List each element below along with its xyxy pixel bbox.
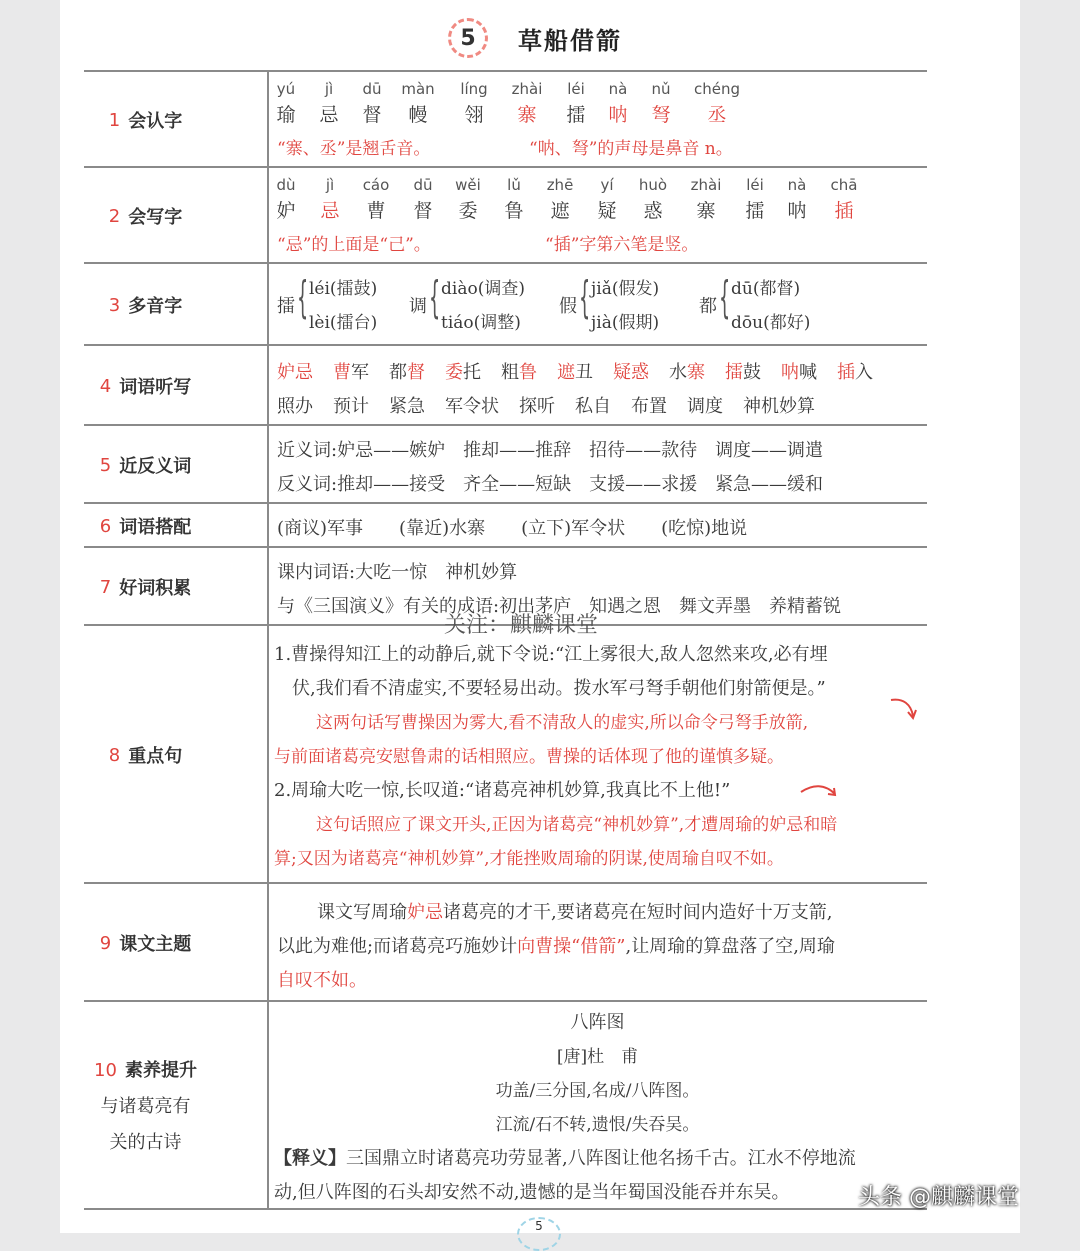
note: “忌”的上面是“己”。 <box>277 235 431 255</box>
lesson-header <box>448 16 622 60</box>
pronunciation: léi(擂鼓) <box>309 279 378 299</box>
row-title: 词语搭配 <box>119 517 192 538</box>
lesson-title: 草船借箭 <box>518 26 622 55</box>
row-label <box>84 346 207 426</box>
dictation-word: 预计 <box>333 396 369 417</box>
dictation-word: 疑惑 <box>613 362 649 383</box>
row-label <box>84 426 207 504</box>
annotation: 这两句话写曹操因为雾大,看不清敌人的虚实,所以命令弓弩手放箭, <box>316 713 809 733</box>
character: 呐 <box>608 104 628 126</box>
poem-line: 功盖/三分国,名成/八阵图。 <box>495 1081 700 1101</box>
dictation-word: 曹军 <box>333 362 369 383</box>
polyphone-char: 擂 <box>277 296 295 317</box>
note: “呐、弩”的声母是鼻音 n。 <box>529 139 733 159</box>
brand-watermark: 头条 @麒麟课堂 <box>858 1185 1019 1210</box>
dictation-word: 呐喊 <box>781 362 817 383</box>
pinyin: jì <box>324 80 334 98</box>
row-poem <box>84 1000 927 1210</box>
pronunciation: dū(都督) <box>731 279 801 299</box>
character: 督 <box>413 200 433 222</box>
pinyin: zhài <box>511 80 543 98</box>
polyphone-char: 假 <box>559 296 577 317</box>
brace-icon: { <box>579 272 591 323</box>
pinyin: léi <box>567 80 585 98</box>
character: 插 <box>834 200 854 222</box>
row-content <box>277 346 921 426</box>
page-number: 5 <box>517 1217 561 1251</box>
row-number: 6 <box>99 515 112 537</box>
row-subtitle: 关的古诗 <box>109 1132 182 1153</box>
theme-line: 课文写周瑜妒忌诸葛亮的才干,要诸葛亮在短时间内造好十万支箭, <box>317 902 833 923</box>
brace-icon: { <box>429 272 441 323</box>
pinyin: líng <box>460 80 488 98</box>
pinyin: dū <box>413 176 433 194</box>
row-number: 1 <box>108 109 121 131</box>
row-title: 词语听写 <box>119 377 192 398</box>
brace-icon: { <box>297 272 309 323</box>
row-label <box>84 626 207 884</box>
pronunciation: lèi(擂台) <box>309 313 378 333</box>
dictation-word: 水寨 <box>669 362 705 383</box>
character: 妒 <box>276 200 296 222</box>
explanation: 动,但八阵图的石头却安然不动,遗憾的是当年蜀国没能吞并东吴。 <box>274 1182 790 1203</box>
pinyin: cáo <box>362 176 390 194</box>
row-content <box>274 1002 921 1208</box>
polyphone-char: 调 <box>409 296 427 317</box>
row-number: 2 <box>108 205 121 227</box>
character: 忌 <box>319 104 339 126</box>
row-title: 素养提升 <box>124 1060 197 1081</box>
pinyin: nà <box>608 80 628 98</box>
row-dictation <box>84 344 927 426</box>
row-label <box>84 1002 207 1208</box>
pronunciation: diào(调查) <box>441 279 525 299</box>
character: 督 <box>362 104 382 126</box>
dictation-word: 粗鲁 <box>501 362 537 383</box>
pinyin: chéng <box>693 80 740 98</box>
dictation-word: 委托 <box>445 362 481 383</box>
pinyin: chā <box>830 176 858 194</box>
brace-icon: { <box>719 272 731 323</box>
word-line <box>277 392 835 418</box>
character: 弩 <box>651 104 671 126</box>
row-label <box>84 72 207 168</box>
row-label <box>84 884 207 1002</box>
antonym-line: 反义词:推却——接受 齐全——短缺 支援——求援 紧急——缓和 <box>277 474 824 495</box>
pinyin: yí <box>600 176 614 194</box>
pronunciation: jià(假期) <box>591 313 660 333</box>
pronunciation: jiǎ(假发) <box>591 279 660 299</box>
row-title: 多音字 <box>128 296 183 317</box>
pinyin: dū <box>362 80 382 98</box>
row-label <box>84 504 207 548</box>
dictation-word: 都督 <box>389 362 425 383</box>
character: 擂 <box>745 200 765 222</box>
pinyin: dù <box>276 176 296 194</box>
word-line: 与《三国演义》有关的成语:初出茅庐 知遇之恩 舞文弄墨 养精蓄锐 <box>277 596 842 617</box>
dictation-word: 妒忌 <box>277 362 313 383</box>
watermark: 关注：麒麟课堂 <box>444 613 599 638</box>
poem-author: [唐]杜 甫 <box>556 1047 639 1067</box>
pinyin: lǔ <box>507 176 521 194</box>
character: 寨 <box>696 200 716 222</box>
word-line: 课内词语:大吃一惊 神机妙算 <box>277 562 518 583</box>
row-polyphone <box>84 262 927 346</box>
character: 委 <box>458 200 478 222</box>
row-title: 近反义词 <box>119 456 192 477</box>
pinyin: jì <box>325 176 335 194</box>
dictation-word: 探听 <box>519 396 555 417</box>
pinyin: màn <box>401 80 435 98</box>
lesson-number: 5 <box>448 18 488 58</box>
row-content <box>277 504 921 548</box>
dictation-word: 擂鼓 <box>725 362 761 383</box>
row-content <box>277 426 921 504</box>
note: “寨、丞”是翘舌音。 <box>277 139 431 159</box>
character: 翎 <box>464 104 484 126</box>
row-number: 5 <box>99 454 112 476</box>
word-line <box>277 358 893 384</box>
row-content <box>277 264 921 346</box>
dictation-word: 神机妙算 <box>743 396 815 417</box>
polyphone-char: 都 <box>699 296 717 317</box>
row-recognize <box>84 70 927 168</box>
pinyin: zhài <box>690 176 722 194</box>
row-title: 会写字 <box>128 207 183 228</box>
row-content <box>277 168 921 264</box>
collocation-line: (商议)军事 (靠近)水寨 (立下)军令状 (吃惊)地说 <box>277 518 748 539</box>
explanation: 【释义】三国鼎立时诸葛亮功劳显著,八阵图让他名扬千古。江水不停地流 <box>274 1148 856 1169</box>
character: 寨 <box>517 104 537 126</box>
row-title: 重点句 <box>128 746 183 767</box>
row-title: 课文主题 <box>119 934 192 955</box>
sentence: 2.周瑜大吃一惊,长叹道:“诸葛亮神机妙算,我真比不上他!” <box>274 780 731 801</box>
row-content <box>274 626 921 884</box>
pinyin: nà <box>787 176 807 194</box>
character: 幔 <box>408 104 428 126</box>
pronunciation: tiáo(调整) <box>441 313 521 333</box>
pinyin: zhē <box>546 176 574 194</box>
character: 鲁 <box>504 200 524 222</box>
character: 瑜 <box>276 104 296 126</box>
row-label <box>84 548 207 626</box>
row-content <box>277 548 921 626</box>
dictation-word: 遮丑 <box>557 362 593 383</box>
annotation: 算;又因为诸葛亮“神机妙算”,才能挫败周瑜的阴谋,使周瑜自叹不如。 <box>274 849 784 869</box>
row-number: 3 <box>108 294 121 316</box>
character: 曹 <box>366 200 386 222</box>
dictation-word: 军令状 <box>445 396 499 417</box>
character: 忌 <box>320 200 340 222</box>
row-number: 10 <box>94 1060 117 1081</box>
row-number: 9 <box>99 932 112 954</box>
character: 丞 <box>707 104 727 126</box>
sentence: 1.曹操得知江上的动静后,就下令说:“江上雾很大,敌人忽然来攻,必有埋 <box>274 644 828 665</box>
pinyin: huò <box>638 176 668 194</box>
row-key-sentences <box>84 624 927 884</box>
poem-title: 八阵图 <box>570 1012 625 1033</box>
sentence: 伏,我们看不清虚实,不要轻易出动。拨水军弓弩手朝他们射箭便是。” <box>292 678 826 699</box>
dictation-word: 紧急 <box>389 396 425 417</box>
character: 惑 <box>643 200 663 222</box>
row-theme <box>84 882 927 1002</box>
row-content <box>277 884 921 1002</box>
row-subtitle: 与诸葛亮有 <box>100 1096 191 1117</box>
pronunciation: dōu(都好) <box>731 313 811 333</box>
poem-line: 江流/石不转,遗恨/失吞吴。 <box>495 1115 700 1135</box>
character: 擂 <box>566 104 586 126</box>
row-number: 8 <box>108 744 121 766</box>
dictation-word: 照办 <box>277 396 313 417</box>
character: 疑 <box>597 200 617 222</box>
row-synonyms <box>84 424 927 504</box>
theme-line: 以此为难他;而诸葛亮巧施妙计向曹操“借箭”,让周瑜的算盘落了空,周瑜 <box>277 936 835 957</box>
row-title: 会认字 <box>128 111 183 132</box>
row-content <box>277 72 921 168</box>
row-number: 4 <box>99 375 112 397</box>
row-label <box>84 168 207 264</box>
theme-line: 自叹不如。 <box>277 970 367 991</box>
row-write <box>84 166 927 264</box>
row-label <box>84 264 207 346</box>
character: 呐 <box>787 200 807 222</box>
annotation: 与前面诸葛亮安慰鲁肃的话相照应。曹操的话体现了他的谨慎多疑。 <box>274 747 784 767</box>
note: “插”字第六笔是竖。 <box>545 235 699 255</box>
synonym-line: 近义词:妒忌——嫉妒 推却——推辞 招待——款待 调度——调遣 <box>277 440 824 461</box>
arrow-icon <box>889 696 919 722</box>
pinyin: nǔ <box>651 80 671 98</box>
character: 遮 <box>550 200 570 222</box>
row-number: 7 <box>99 576 112 598</box>
dictation-word: 私自 <box>575 396 611 417</box>
pinyin: wěi <box>455 176 481 194</box>
annotation: 这句话照应了课文开头,正因为诸葛亮“神机妙算”,才遭周瑜的妒忌和暗 <box>316 815 838 835</box>
dictation-word: 布置 <box>631 396 667 417</box>
row-title: 好词积累 <box>119 578 192 599</box>
arrow-icon <box>799 782 839 802</box>
dictation-word: 插入 <box>837 362 873 383</box>
dictation-word: 调度 <box>687 396 723 417</box>
pinyin: léi <box>746 176 764 194</box>
row-collocation <box>84 502 927 548</box>
pinyin: yú <box>276 80 296 98</box>
